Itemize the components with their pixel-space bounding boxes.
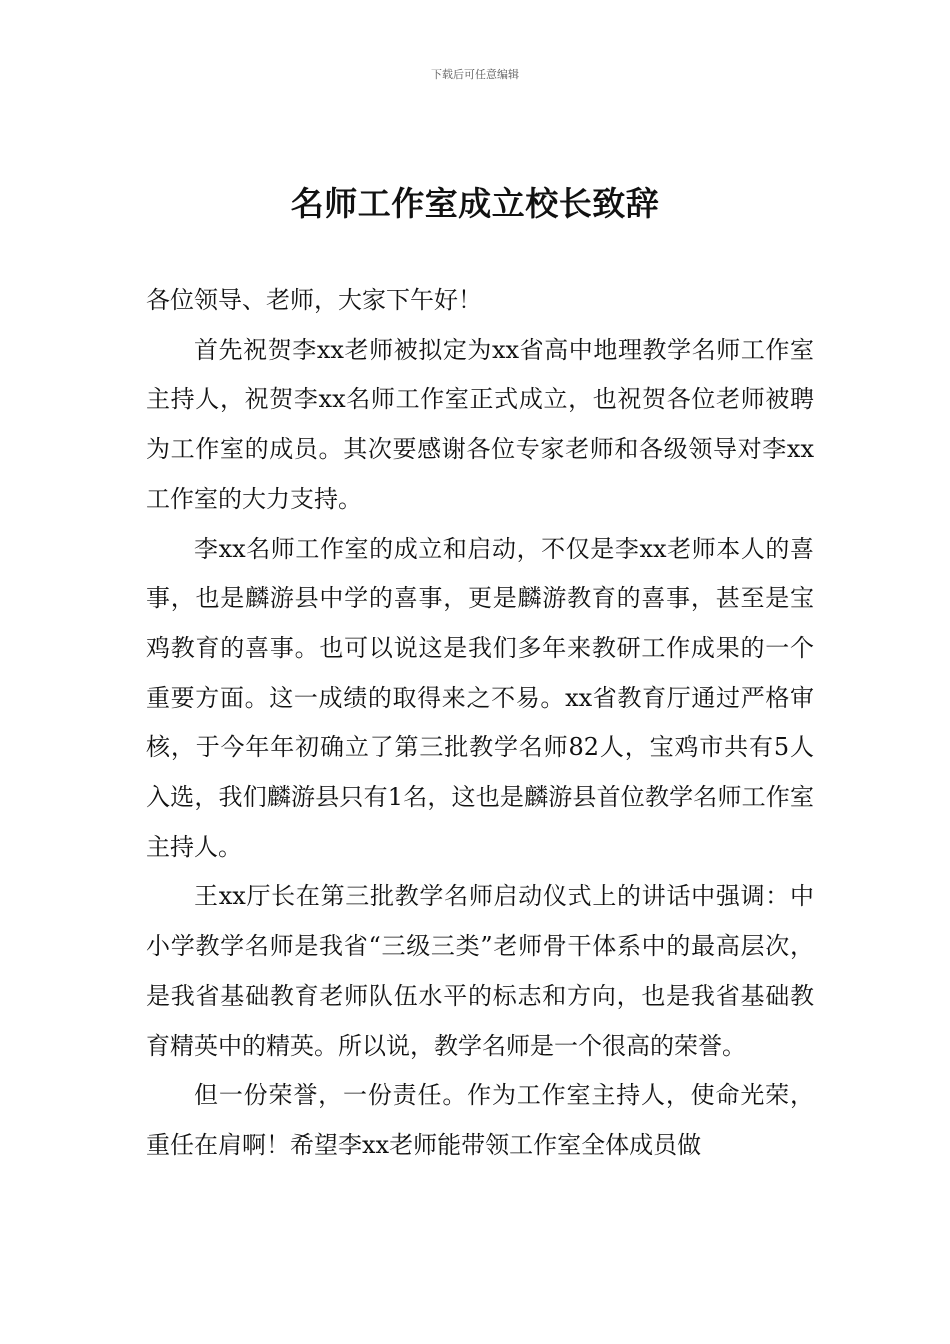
document-body xyxy=(146,276,814,1171)
body-paragraph: 首先祝贺李xx老师被拟定为xx省高中地理教学名师工作室主持人，祝贺李xx名师工作室正式成立，也祝贺各位老师被聘为工作室的成员。其次要感谢各位专家老师和各级领导对李xx工作室的大力支持。 xyxy=(146,335,814,513)
body-paragraph: 王xx厅长在第三批教学名师启动仪式上的讲话中强调：中小学教学名师是我省“三级三类”老师骨干体系中的最高层次，是我省基础教育老师队伍水平的标志和方向，也是我省基础教育精英中的精英。所以说，教学名师是一个很高的荣誉。 xyxy=(146,882,814,1060)
body-paragraph: 但一份荣誉，一份责任。作为工作室主持人，使命光荣，重任在肩啊！希望李xx老师能带领工作室全体成员做 xyxy=(146,1081,814,1159)
document-title: 名师工作室成立校长致辞 xyxy=(290,184,660,223)
header-note: 下载后可任意编辑 xyxy=(431,68,519,81)
body-paragraph: 李xx名师工作室的成立和启动，不仅是李xx老师本人的喜事，也是麟游县中学的喜事，更是麟游教育的喜事，甚至是宝鸡教育的喜事。也可以说这是我们多年来教研工作成果的一个重要方面。这一成绩的取得来之不易。xx省教育厅通过严格审核，于今年年初确立了第三批教学名师82人，宝鸡市共有5人入选，我们麟游县只有1名，这也是麟游县首位教学名师工作室主持人。 xyxy=(146,534,814,861)
greeting-paragraph: 各位领导、老师，大家下午好！ xyxy=(146,286,482,314)
